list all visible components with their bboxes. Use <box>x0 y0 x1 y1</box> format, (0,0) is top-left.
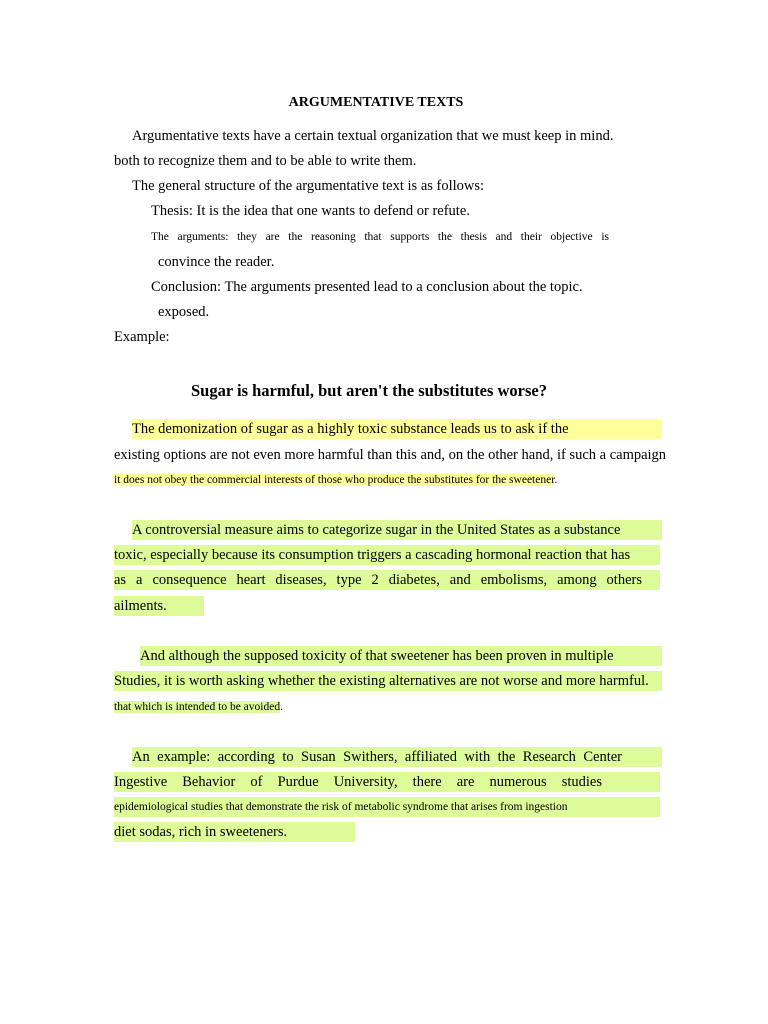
p3-line-2: Studies, it is worth asking whether the existing alternatives are not worse and more harmful. <box>114 671 662 691</box>
bullet-arguments-text: The arguments: they are the reasoning that supports the thesis and their objective is <box>151 231 609 243</box>
p3-line-3-text: that which is intended to be avoided <box>114 701 281 713</box>
intro-line-1: Argumentative texts have a certain textual organization that we must keep in mind. <box>132 128 614 144</box>
p4-line-1-text: An example: according to Susan Swithers, affiliated with the Research Center <box>132 749 622 765</box>
p1-line-3-text: it does not obey the commercial interests of those who produce the substitutes for the sweetener <box>114 474 555 486</box>
p1-line-3 <box>114 469 557 491</box>
p1-line-1: The demonization of sugar as a highly toxic substance leads us to ask if the <box>132 419 662 439</box>
bullet-arguments-cont: convince the reader. <box>158 254 275 270</box>
p2-line-1: A controversial measure aims to categorize sugar in the United States as a substance <box>132 520 662 540</box>
p3-line-3-period: . <box>280 701 283 713</box>
bullet-thesis <box>137 200 470 222</box>
p2-line-3-text: as a consequence heart diseases, type 2 diabetes, and embolisms, among others <box>114 572 642 588</box>
p4-line-4: diet sodas, rich in sweeteners. <box>114 822 355 842</box>
p2-line-2: toxic, especially because its consumption triggers a cascading hormonal reaction that has <box>114 545 660 565</box>
p2-line-4: ailments. <box>114 596 204 616</box>
p3-line-1: And although the supposed toxicity of that sweetener has been proven in multiple <box>140 646 662 666</box>
p2-line-3 <box>114 570 660 590</box>
intro-line-3: The general structure of the argumentative text is as follows: <box>132 178 485 194</box>
example-label: Example: <box>114 329 170 345</box>
document-title: ARGUMENTATIVE TEXTS <box>288 95 464 110</box>
bullet-conclusion-text: Conclusion: The arguments presented lead to a conclusion about the topic. <box>151 279 583 295</box>
bullet-conclusion-cont: exposed. <box>158 304 210 320</box>
p4-line-1 <box>132 747 662 767</box>
bullet-conclusion <box>137 276 583 298</box>
intro-line-2: both to recognize them and to be able to write them. <box>114 153 417 169</box>
p3-line-3 <box>114 696 283 718</box>
p4-line-2 <box>114 772 660 792</box>
p1-line-2: existing options are not even more harmful than this and, on the other hand, if such a campaign <box>114 447 667 463</box>
p4-line-2-text: Ingestive Behavior of Purdue University, there are numerous studies <box>114 774 602 790</box>
bullet-arguments <box>137 226 611 248</box>
p4-line-3: epidemiological studies that demonstrate the risk of metabolic syndrome that arises from ingestion <box>114 797 660 817</box>
article-title: Sugar is harmful, but aren't the substitutes worse? <box>191 381 547 400</box>
bullet-marker-icon <box>137 226 151 248</box>
p1-line-3-period: . <box>554 474 558 486</box>
bullet-thesis-text: Thesis: It is the idea that one wants to defend or refute. <box>151 203 470 219</box>
